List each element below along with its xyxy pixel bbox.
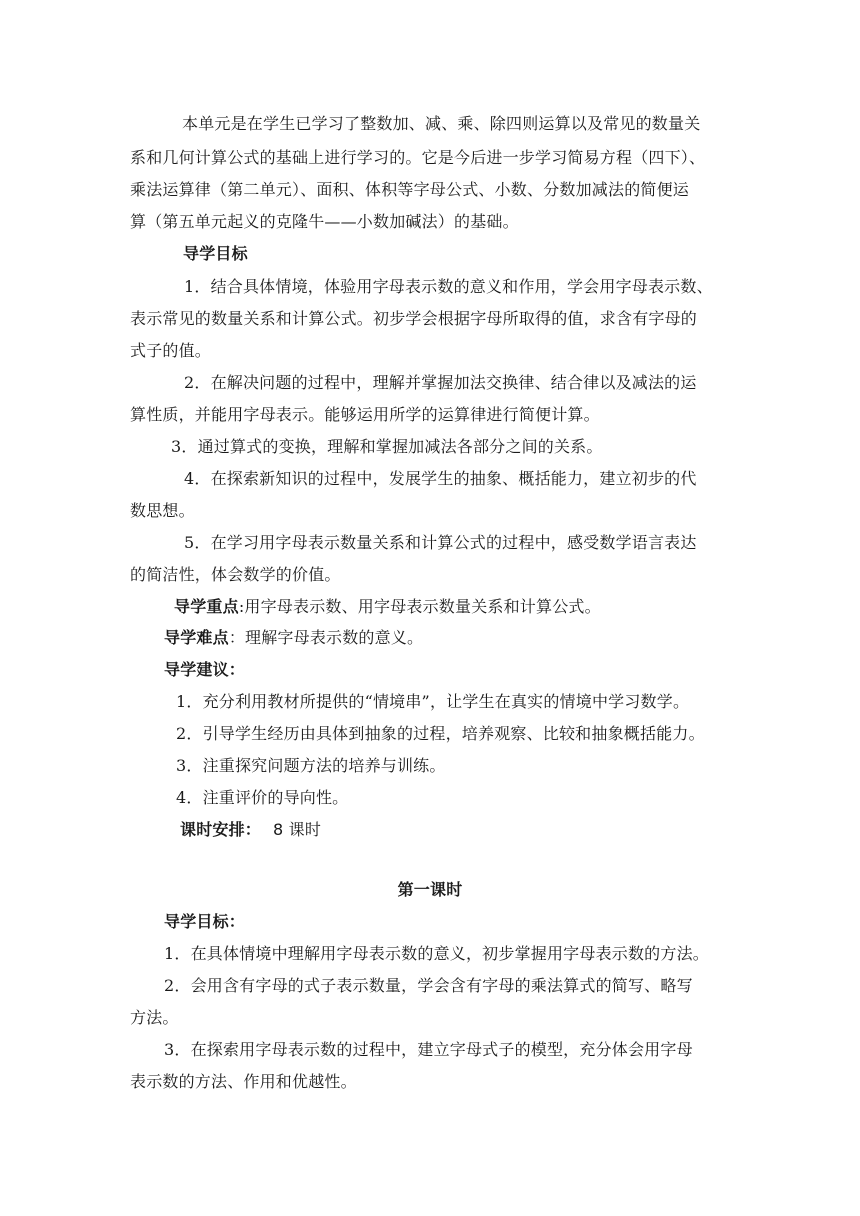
lesson1-goal-line-1: 1．在具体情境中理解用字母表示数的意义，初步掌握用字母表示数的方法。 xyxy=(164,944,709,963)
difficulty-text: ：理解字母表示数的意义。 xyxy=(228,628,424,647)
key-point xyxy=(174,597,601,617)
unit-goal-line-6: 3．通过算式的变换，理解和掌握加减法各部分之间的关系。 xyxy=(171,437,603,456)
intro-line-3: 乘法运算律（第二单元）、面积、体积等字母公式、小数、分数加减法的简便运 xyxy=(130,180,690,199)
schedule-label: 课时安排： xyxy=(180,820,262,839)
unit-goal-line-7: 4．在探索新知识的过程中，发展学生的抽象、概括能力，建立初步的代 xyxy=(184,469,697,488)
suggestion-line-2: 2．引导学生经历由具体到抽象的过程，培养观察、比较和抽象概括能力。 xyxy=(176,724,705,743)
difficulty-label: 导学难点 xyxy=(164,628,229,647)
suggestion-line-1: 1．充分利用教材所提供的“情境串”，让学生在真实的情境中学习数学。 xyxy=(176,692,690,711)
unit-goal-line-1: 1．结合具体情境，体验用字母表示数的意义和作用，学会用字母表示数、 xyxy=(184,277,713,296)
unit-goal-line-5: 算性质，并能用字母表示。能够运用所学的运算律进行简便计算。 xyxy=(130,405,600,424)
key-point-text: :用字母表示数、用字母表示数量关系和计算公式。 xyxy=(238,597,601,616)
intro-line-2: 系和几何计算公式的基础上进行学习的。它是今后进一步学习简易方程（四下）、 xyxy=(130,148,706,167)
suggestions-heading: 导学建议： xyxy=(164,660,246,679)
lesson1-title: 第一课时 xyxy=(397,880,463,899)
suggestion-line-4: 4．注重评价的导向性。 xyxy=(176,788,349,807)
schedule-value: 8 课时 xyxy=(273,820,322,839)
unit-goals-heading: 导学目标 xyxy=(183,244,248,263)
intro-line-1: 本单元是在学生已学习了整数加、减、乘、除四则运算以及常见的数量关 xyxy=(182,114,701,133)
unit-goal-line-8: 数思想。 xyxy=(130,501,195,520)
difficulty xyxy=(164,628,423,648)
key-point-label: 导学重点 xyxy=(174,597,239,616)
unit-goal-line-3: 式子的值。 xyxy=(130,341,212,360)
intro-line-4: 算（第五单元起义的克隆牛——小数加碱法）的基础。 xyxy=(130,212,519,231)
unit-goal-line-4: 2．在解决问题的过程中，理解并掌握加法交换律、结合律以及减法的运 xyxy=(184,373,697,392)
unit-goal-line-2: 表示常见的数量关系和计算公式。初步学会根据字母所取得的值，求含有字母的 xyxy=(130,309,698,328)
lesson1-goal-line-4: 3．在探索用字母表示数的过程中，建立字母式子的模型，充分体会用字母 xyxy=(164,1040,693,1059)
lesson1-goal-line-3: 方法。 xyxy=(130,1008,179,1027)
schedule xyxy=(180,820,321,840)
lesson1-goal-line-2: 2．会用含有字母的式子表示数量，学会含有字母的乘法算式的简写、略写 xyxy=(164,976,693,995)
suggestion-line-3: 3．注重探究问题方法的培养与训练。 xyxy=(176,756,446,775)
lesson1-goal-line-5: 表示数的方法、作用和优越性。 xyxy=(130,1072,357,1091)
unit-goal-line-9: 5．在学习用字母表示数量关系和计算公式的过程中，感受数学语言表达 xyxy=(184,533,697,552)
unit-goal-line-10: 的简洁性，体会数学的价值。 xyxy=(130,565,341,584)
lesson1-goals-heading: 导学目标： xyxy=(164,912,246,931)
